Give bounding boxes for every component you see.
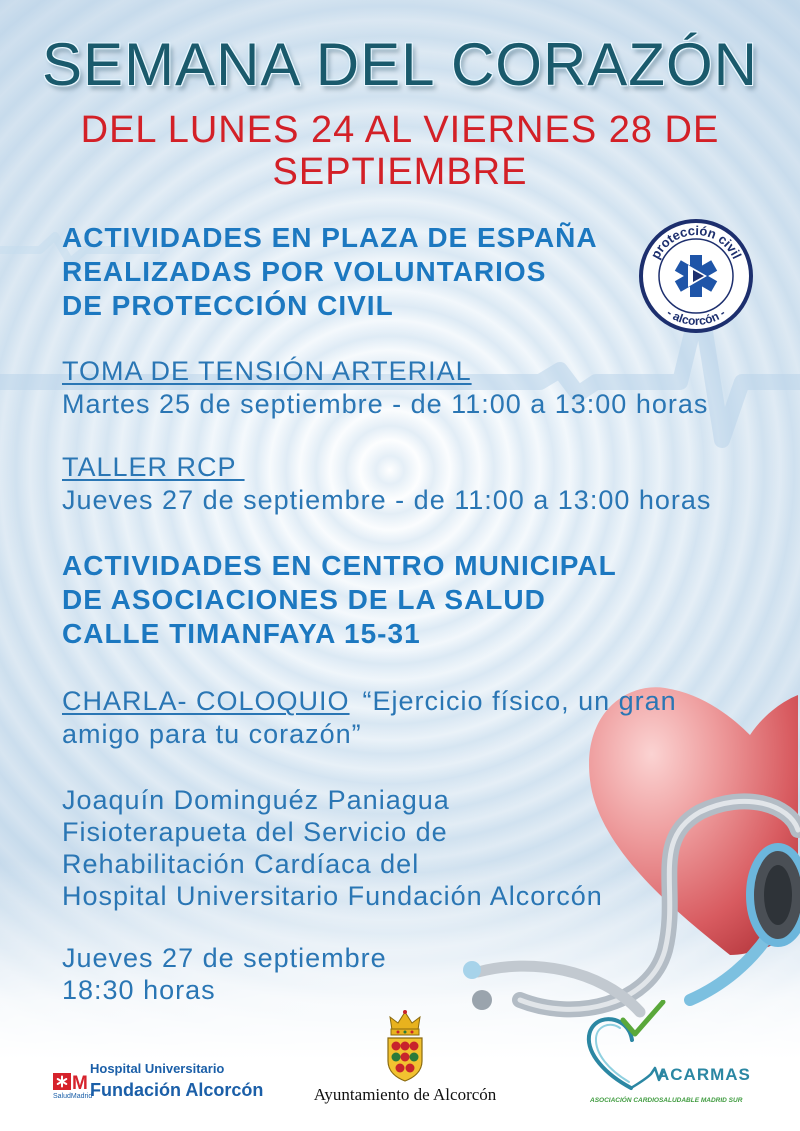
page-title: SEMANA DEL CORAZÓN	[42, 31, 758, 98]
ayuntamiento-name: Ayuntamiento de Alcorcón	[313, 1085, 497, 1104]
hospital-name-line-2: Fundación Alcorcón	[90, 1080, 264, 1100]
talk-datetime	[62, 942, 387, 1006]
talk-title-line-1: “Ejercicio físico, un gran	[362, 686, 677, 716]
heading-line: ACTIVIDADES EN CENTRO MUNICIPAL	[62, 550, 617, 581]
logo-mark-letter: M	[72, 1073, 88, 1092]
heading-line: DE ASOCIACIONES DE LA SALUD	[62, 584, 546, 615]
salud-madrid-text: SaludMadrid	[53, 1093, 93, 1100]
activity-schedule: Jueves 27 de septiembre - de 11:00 a 13:00 horas	[62, 485, 712, 515]
proteccion-civil-logo	[638, 218, 754, 334]
talk-title-line-2: amigo para tu corazón”	[62, 719, 362, 749]
acarmas-tagline: ASOCIACIÓN CARDIOSALUDABLE MADRID SUR	[590, 1097, 743, 1104]
talk-time: 18:30 horas	[62, 975, 216, 1005]
section-centro-heading	[62, 549, 617, 651]
coat-of-arms-icon	[384, 1008, 426, 1082]
heading-line: ACTIVIDADES EN PLAZA DE ESPAÑA	[62, 222, 598, 253]
heading-line: CALLE TIMANFAYA 15-31	[62, 618, 421, 649]
activity-name: TOMA DE TENSIÓN ARTERIAL	[62, 356, 472, 386]
section-plaza-heading	[62, 221, 598, 323]
speaker-line: Rehabilitación Cardíaca del	[62, 849, 420, 879]
talk-label: CHARLA- COLOQUIO	[62, 686, 350, 716]
activity-name: TALLER RCP	[62, 452, 245, 482]
heading-line: DE PROTECCIÓN CIVIL	[62, 290, 394, 321]
activity-tension	[62, 355, 708, 421]
logo-text-top: protección civil	[647, 222, 745, 262]
logo-text-bottom: - alcorcón -	[664, 305, 728, 329]
dates-line-2: SEPTIEMBRE	[272, 151, 528, 193]
dates-line-1: DEL LUNES 24 AL VIERNES 28 DE	[80, 109, 720, 151]
speaker-line: Hospital Universitario Fundación Alcorcón	[62, 881, 603, 911]
hospital-name-line-1: Hospital Universitario	[90, 1061, 225, 1076]
activity-rcp	[62, 451, 711, 517]
talk-block	[62, 685, 677, 751]
activity-schedule: Martes 25 de septiembre - de 11:00 a 13:00 horas	[62, 389, 709, 419]
acarmas-name: ACARMAS	[657, 1065, 751, 1084]
salud-madrid-logo	[53, 1070, 95, 1092]
talk-date: Jueves 27 de septiembre	[62, 943, 387, 973]
heading-line: REALIZADAS POR VOLUNTARIOS	[62, 256, 547, 287]
speaker-line: Fisioterapueta del Servicio de	[62, 817, 448, 847]
speaker-line: Joaquín Dominguéz Paniagua	[62, 785, 450, 815]
speaker-block	[62, 784, 603, 912]
